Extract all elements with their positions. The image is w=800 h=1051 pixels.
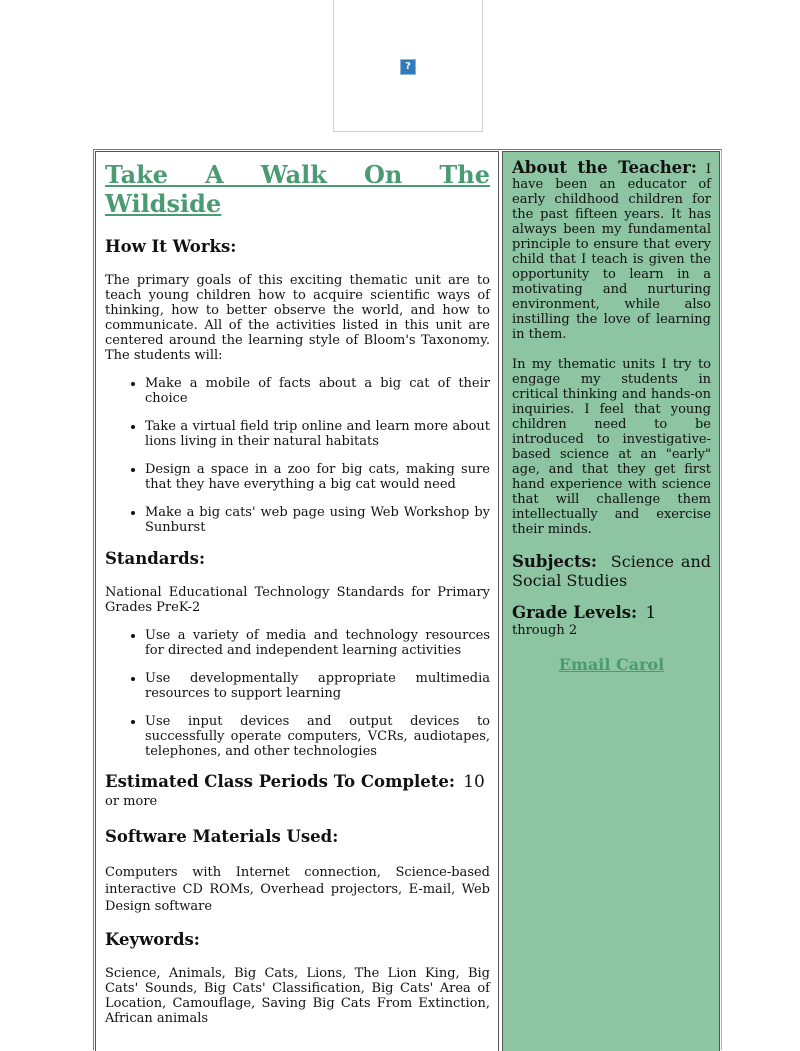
main-content — [95, 151, 499, 1051]
grade-heading: Grade Levels: — [512, 603, 638, 622]
standards-heading: Standards: — [105, 549, 206, 568]
grade-levels — [512, 605, 711, 639]
teacher-sidebar — [502, 151, 720, 1051]
class-periods-heading: Estimated Class Periods To Complete: — [105, 772, 455, 791]
class-periods-value: 10 — [463, 772, 485, 792]
list-item: • Make a big cats' web page using Web Workshop by Sunburst — [145, 505, 490, 535]
activities-list — [105, 376, 490, 535]
standards-list — [105, 628, 490, 759]
list-item: • Make a mobile of facts about a big cat of their choice — [145, 376, 490, 406]
software-heading: Software Materials Used: — [105, 827, 339, 846]
header-image — [333, 0, 483, 132]
about-text-2: In my thematic units I try to engage my students in critical thinking and hands-on inquiries. I feel that young children need to be introduced to investigative-based science at an "early" age, and that they get first hand experience with science that will challenge them intellectually and exercise their minds. — [512, 357, 711, 537]
list-item: • Take a virtual field trip online and learn more about lions living in their natural habitats — [145, 419, 490, 449]
subjects — [512, 552, 711, 590]
list-item: • Use a variety of media and technology resources for directed and independent learning activities — [145, 628, 490, 658]
grade-from: 1 — [645, 603, 657, 623]
class-periods — [105, 773, 490, 811]
page-title[interactable] — [105, 160, 490, 218]
how-it-works-intro: The primary goals of this exciting thematic unit are to teach young children how to acquire scientific ways of thinking, how to better observe the world, and how to communicate. All of the activities listed in this unit are centered around the learning style of Bloom's Taxonomy. The students will: — [105, 273, 490, 363]
list-item: • Use input devices and output devices to successfully operate computers, VCRs, audiotapes, telephones, and other technologies — [145, 714, 490, 759]
list-item: • Design a space in a zoo for big cats, making sure that they have everything a big cat would need — [145, 462, 490, 492]
about-teacher — [512, 160, 711, 342]
keywords-text: Science, Animals, Big Cats, Lions, The Lion King, Big Cats' Sounds, Big Cats' Classification, Big Cats' Area of Location, Camouflage, Saving Big Cats From Extinction, African animals — [105, 966, 490, 1026]
about-heading: About the Teacher: — [512, 158, 697, 177]
broken-image-icon: ? — [400, 59, 416, 75]
software-text: Computers with Internet connection, Science-based interactive CD ROMs, Overhead projectors, E-mail, Web Design software — [105, 865, 490, 914]
subjects-heading: Subjects: — [512, 552, 597, 571]
subjects-value: Science and Social Studies — [512, 552, 711, 590]
standards-intro: National Educational Technology Standards for Primary Grades PreK-2 — [105, 585, 490, 615]
email-link[interactable]: Email Carol — [558, 655, 665, 674]
title-link[interactable]: Take A Walk On The Wildside — [105, 160, 490, 218]
lesson-table — [93, 149, 722, 1050]
about-text: I have been an educator of early childhood children for the past fifteen years. It has always been my fundamental principle to ensure that every child that I teach is given the opportunity to learn in a motivating and nurturing environment, while also instilling the love of learning in them. — [512, 162, 711, 342]
how-it-works-heading: How It Works: — [105, 237, 237, 256]
grade-rest: through 2 — [512, 623, 578, 638]
list-item: • Use developmentally appropriate multimedia resources to support learning — [145, 671, 490, 701]
class-periods-suffix: or more — [105, 794, 158, 809]
keywords-heading: Keywords: — [105, 930, 200, 949]
